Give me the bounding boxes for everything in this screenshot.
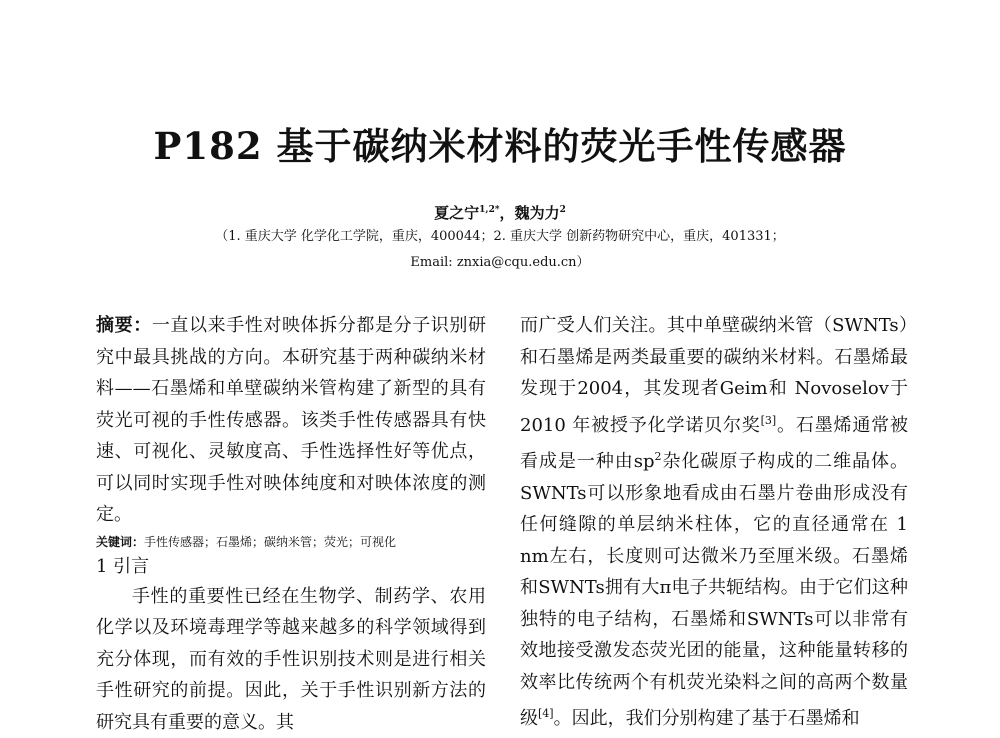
citation-ref: [4] bbox=[538, 707, 554, 720]
left-column bbox=[96, 310, 486, 738]
right-column bbox=[520, 310, 908, 735]
author-name: 魏为力 bbox=[515, 204, 560, 222]
superscript-hybridization: 2 bbox=[655, 450, 662, 463]
author-affiliation-mark: 2 bbox=[560, 205, 566, 215]
body-text: 杂化碳原子构成的二维晶体。SWNTs可以形象地看成由石墨片卷曲形成没有任何缝隙的单层纳米柱体，它的直径通常在 1 nm左右，长度则可达微米乃至厘米级。石墨烯和SWNTs拥有大π电子共轭结构。由于它们这种独特的电子结构，石墨烯和SWNTs可以非常有效地接受激发态荧光团的能量，这种能量转移的效率比传统两个有机荧光染料之间的高两个数量级 bbox=[520, 451, 908, 729]
body-text: 。石墨烯通常被看成是一种由sp bbox=[520, 415, 908, 473]
body-text: 。因此，我们分别构建了基于石墨烯和 bbox=[554, 708, 860, 729]
author-separator: ， bbox=[500, 204, 515, 222]
body-text: 而广受人们关注。其中单壁碳纳米管（SWNTs）和石墨烯是两类最重要的碳纳米材料。石墨烯最发现于2004，其发现者Geim和 Novoselov于 2010 年被授予化学诺贝尔奖 bbox=[520, 315, 908, 436]
author-affiliation-mark: 1,2* bbox=[479, 205, 499, 215]
intro-paragraph: 手性的重要性已经在生物学、制药学、农用化学以及环境毒理学等越来越多的科学领域得到充分体现，而有效的手性识别技术则是进行相关手性研究的前提。因此，关于手性识别新方法的研究具有重要的意义。其 bbox=[96, 581, 486, 738]
author-name: 夏之宁 bbox=[434, 204, 479, 222]
email-line: Email: znxia@cqu.edu.cn） bbox=[0, 254, 1000, 272]
keywords-label: 关键词： bbox=[96, 535, 144, 549]
keywords-line bbox=[96, 531, 486, 553]
paper-title: P182 基于碳纳米材料的荧光手性传感器 bbox=[0, 122, 1000, 170]
citation-ref: [3] bbox=[761, 414, 777, 427]
author-line bbox=[0, 200, 1000, 223]
keywords-text: 手性传感器；石墨烯；碳纳米管；荧光；可视化 bbox=[144, 535, 396, 549]
abstract-label: 摘要： bbox=[96, 315, 152, 336]
abstract-paragraph bbox=[96, 310, 486, 531]
affiliation-line: （1. 重庆大学 化学化工学院，重庆，400044；2. 重庆大学 创新药物研究中心，重庆，401331； bbox=[0, 228, 1000, 246]
section-heading-introduction: 1 引言 bbox=[96, 553, 486, 581]
body-paragraph bbox=[520, 310, 908, 735]
abstract-text: 一直以来手性对映体拆分都是分子识别研究中最具挑战的方向。本研究基于两种碳纳米材料——石墨烯和单壁碳纳米管构建了新型的具有荧光可视的手性传感器。该类手性传感器具有快速、可视化、灵敏度高、手性选择性好等优点，可以同时实现手性对映体纯度和对映体浓度的测定。 bbox=[96, 315, 486, 525]
